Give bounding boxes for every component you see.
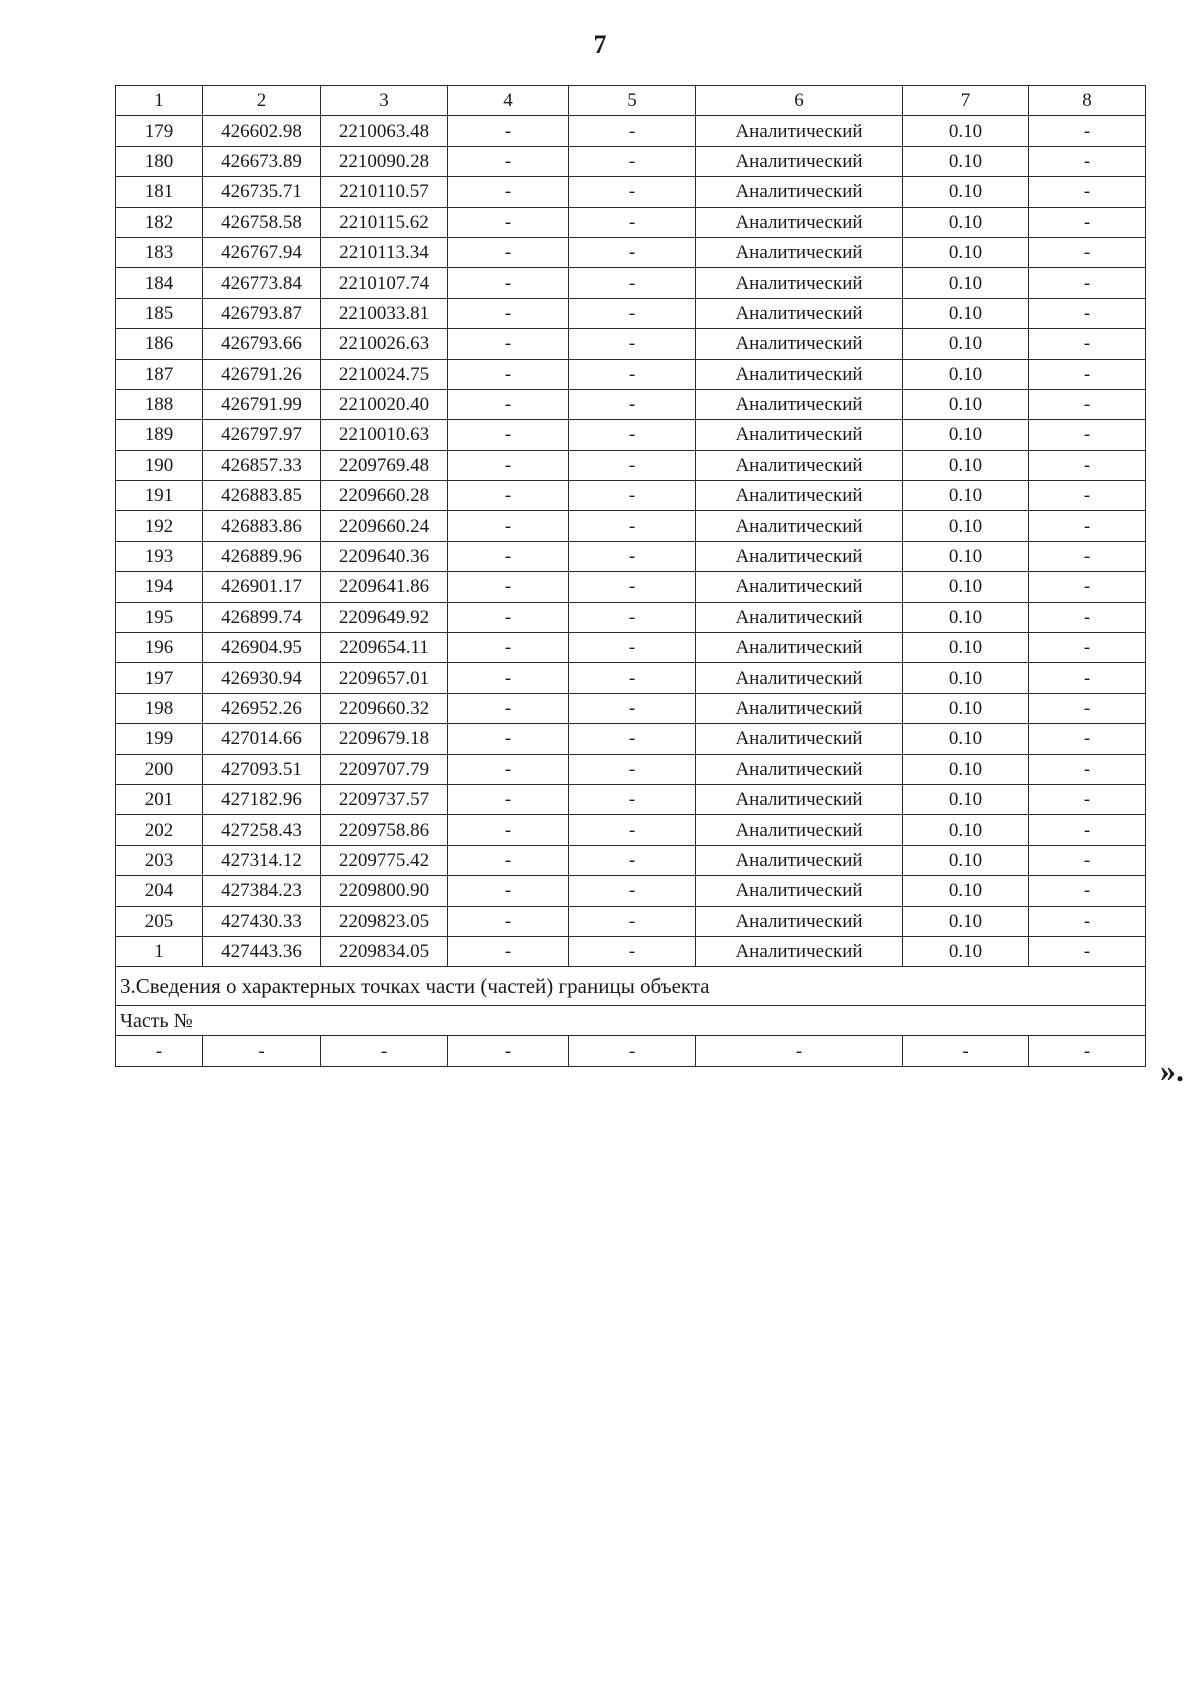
table-cell: - xyxy=(1029,450,1146,480)
table-cell: 187 xyxy=(116,359,203,389)
table-cell: 2210090.28 xyxy=(321,146,448,176)
table-cell: - xyxy=(696,1036,903,1066)
table-cell: 2209800.90 xyxy=(321,876,448,906)
table-cell: Аналитический xyxy=(696,207,903,237)
table-cell: - xyxy=(569,511,696,541)
table-cell: - xyxy=(569,420,696,450)
table-cell: 203 xyxy=(116,845,203,875)
header-cell: 4 xyxy=(448,86,569,116)
table-cell: 426857.33 xyxy=(203,450,321,480)
table-cell: Аналитический xyxy=(696,602,903,632)
table-cell: 188 xyxy=(116,389,203,419)
table-cell: 0.10 xyxy=(903,359,1029,389)
table-cell: 2209657.01 xyxy=(321,663,448,693)
table-cell: 199 xyxy=(116,724,203,754)
table-cell: - xyxy=(448,602,569,632)
table-cell: 426793.87 xyxy=(203,298,321,328)
table-cell: 2209707.79 xyxy=(321,754,448,784)
table-cell: 200 xyxy=(116,754,203,784)
table-cell: 0.10 xyxy=(903,845,1029,875)
table-cell: 0.10 xyxy=(903,815,1029,845)
table-cell: - xyxy=(1029,116,1146,146)
table-cell: - xyxy=(1029,237,1146,267)
table-cell: - xyxy=(448,207,569,237)
table-cell: 426930.94 xyxy=(203,663,321,693)
table-cell: 0.10 xyxy=(903,177,1029,207)
page-number: 7 xyxy=(593,30,607,59)
table-cell: 426602.98 xyxy=(203,116,321,146)
table-cell: - xyxy=(569,116,696,146)
table-cell: - xyxy=(448,116,569,146)
table-cell: - xyxy=(448,177,569,207)
table-cell: Аналитический xyxy=(696,936,903,966)
table-cell: 0.10 xyxy=(903,541,1029,571)
table-cell: 0.10 xyxy=(903,754,1029,784)
table-cell: 0.10 xyxy=(903,572,1029,602)
table-cell: - xyxy=(1029,146,1146,176)
table-row xyxy=(116,724,1146,754)
table-cell: Аналитический xyxy=(696,754,903,784)
table-cell: Аналитический xyxy=(696,146,903,176)
coordinates-table xyxy=(115,85,1146,1067)
table-cell: 182 xyxy=(116,207,203,237)
table-cell: Аналитический xyxy=(696,784,903,814)
table-cell: - xyxy=(1029,329,1146,359)
table-cell: 198 xyxy=(116,693,203,723)
table-cell: - xyxy=(1029,481,1146,511)
table-cell: 0.10 xyxy=(903,420,1029,450)
table-cell: - xyxy=(569,784,696,814)
table-cell: - xyxy=(569,359,696,389)
table-cell: 0.10 xyxy=(903,207,1029,237)
table-cell: - xyxy=(1029,663,1146,693)
table-cell: 426758.58 xyxy=(203,207,321,237)
table-cell: 426952.26 xyxy=(203,693,321,723)
table-cell: - xyxy=(569,207,696,237)
table-cell: 426791.99 xyxy=(203,389,321,419)
table-cell: 427182.96 xyxy=(203,784,321,814)
table-cell: - xyxy=(569,724,696,754)
table-cell: 2209758.86 xyxy=(321,815,448,845)
table-cell: 2210033.81 xyxy=(321,298,448,328)
table-cell: 184 xyxy=(116,268,203,298)
table-cell: 0.10 xyxy=(903,116,1029,146)
table-cell: Аналитический xyxy=(696,237,903,267)
table-cell: 202 xyxy=(116,815,203,845)
table-cell: - xyxy=(569,1036,696,1066)
table-cell: Аналитический xyxy=(696,663,903,693)
table-cell: 426793.66 xyxy=(203,329,321,359)
table-cell: Аналитический xyxy=(696,359,903,389)
table-row xyxy=(116,541,1146,571)
table-cell: 426773.84 xyxy=(203,268,321,298)
table-cell: - xyxy=(448,784,569,814)
table-cell: 2210024.75 xyxy=(321,359,448,389)
table-cell: 426767.94 xyxy=(203,237,321,267)
table-cell: Аналитический xyxy=(696,420,903,450)
table-cell: - xyxy=(448,146,569,176)
table-cell: 186 xyxy=(116,329,203,359)
table-cell: - xyxy=(569,633,696,663)
table-cell: - xyxy=(448,389,569,419)
empty-table-row xyxy=(116,1036,1146,1066)
table-cell: - xyxy=(569,754,696,784)
table-row xyxy=(116,389,1146,419)
part-label-row xyxy=(116,1006,1146,1036)
table-cell: 426883.85 xyxy=(203,481,321,511)
table-cell: - xyxy=(448,420,569,450)
table-cell: 2209775.42 xyxy=(321,845,448,875)
table-cell: 427430.33 xyxy=(203,906,321,936)
table-cell: 426797.97 xyxy=(203,420,321,450)
table-cell: - xyxy=(321,1036,448,1066)
table-cell: Аналитический xyxy=(696,906,903,936)
table-cell: 2209640.36 xyxy=(321,541,448,571)
table-cell: 193 xyxy=(116,541,203,571)
table-row xyxy=(116,177,1146,207)
table-cell: - xyxy=(448,815,569,845)
table-cell: Аналитический xyxy=(696,845,903,875)
table-cell: 426901.17 xyxy=(203,572,321,602)
table-cell: 2209660.24 xyxy=(321,511,448,541)
table-cell: - xyxy=(569,572,696,602)
table-cell: 426673.89 xyxy=(203,146,321,176)
table-cell: 197 xyxy=(116,663,203,693)
table-cell: 179 xyxy=(116,116,203,146)
table-cell: - xyxy=(569,146,696,176)
table-cell: 426904.95 xyxy=(203,633,321,663)
table-cell: - xyxy=(1029,268,1146,298)
table-cell: Аналитический xyxy=(696,693,903,723)
table-cell: Аналитический xyxy=(696,724,903,754)
table-cell: 426889.96 xyxy=(203,541,321,571)
table-cell: - xyxy=(448,906,569,936)
table-cell: 2210020.40 xyxy=(321,389,448,419)
table-row xyxy=(116,693,1146,723)
table-cell: Аналитический xyxy=(696,815,903,845)
table-cell: 181 xyxy=(116,177,203,207)
table-cell: - xyxy=(448,663,569,693)
table-cell: - xyxy=(1029,906,1146,936)
table-cell: Аналитический xyxy=(696,572,903,602)
table-cell: Аналитический xyxy=(696,389,903,419)
table-cell: - xyxy=(1029,511,1146,541)
table-cell: - xyxy=(1029,815,1146,845)
table-cell: - xyxy=(569,602,696,632)
table-cell: Аналитический xyxy=(696,511,903,541)
table-body xyxy=(116,86,1146,1067)
table-cell: 183 xyxy=(116,237,203,267)
table-cell: 0.10 xyxy=(903,268,1029,298)
table-cell: 0.10 xyxy=(903,936,1029,966)
table-header-row xyxy=(116,86,1146,116)
table-cell: 2210110.57 xyxy=(321,177,448,207)
table-cell: 2209834.05 xyxy=(321,936,448,966)
table-cell: - xyxy=(569,237,696,267)
table-cell: 0.10 xyxy=(903,633,1029,663)
table-cell: 194 xyxy=(116,572,203,602)
table-cell: 2209641.86 xyxy=(321,572,448,602)
table-cell: 426791.26 xyxy=(203,359,321,389)
table-cell: 196 xyxy=(116,633,203,663)
table-cell: - xyxy=(448,633,569,663)
table-cell: - xyxy=(448,754,569,784)
table-cell: - xyxy=(116,1036,203,1066)
table-cell: 0.10 xyxy=(903,876,1029,906)
table-cell: - xyxy=(448,845,569,875)
table-cell: - xyxy=(1029,876,1146,906)
table-cell: - xyxy=(1029,845,1146,875)
table-cell: 205 xyxy=(116,906,203,936)
table-cell: - xyxy=(1029,602,1146,632)
table-cell: 2209654.11 xyxy=(321,633,448,663)
table-cell: - xyxy=(569,541,696,571)
table-cell: - xyxy=(569,663,696,693)
table-cell: 2209660.32 xyxy=(321,693,448,723)
table-cell: Аналитический xyxy=(696,481,903,511)
table-cell: 201 xyxy=(116,784,203,814)
table-cell: 2210026.63 xyxy=(321,329,448,359)
table-cell: - xyxy=(448,693,569,723)
table-cell: 192 xyxy=(116,511,203,541)
table-cell: - xyxy=(1029,572,1146,602)
table-cell: - xyxy=(569,845,696,875)
table-cell: 0.10 xyxy=(903,298,1029,328)
table-cell: - xyxy=(448,268,569,298)
table-cell: 2210010.63 xyxy=(321,420,448,450)
header-cell: 7 xyxy=(903,86,1029,116)
table-cell: 0.10 xyxy=(903,329,1029,359)
table-cell: 185 xyxy=(116,298,203,328)
table-row xyxy=(116,298,1146,328)
table-cell: - xyxy=(448,511,569,541)
table-cell: - xyxy=(448,450,569,480)
table-cell: 427258.43 xyxy=(203,815,321,845)
table-cell: 180 xyxy=(116,146,203,176)
table-cell: 0.10 xyxy=(903,389,1029,419)
table-row xyxy=(116,876,1146,906)
table-cell: 195 xyxy=(116,602,203,632)
table-row xyxy=(116,845,1146,875)
table-row xyxy=(116,207,1146,237)
table-row xyxy=(116,481,1146,511)
header-cell: 3 xyxy=(321,86,448,116)
table-cell: 0.10 xyxy=(903,511,1029,541)
table-cell: 427384.23 xyxy=(203,876,321,906)
table-cell: - xyxy=(1029,541,1146,571)
table-cell: - xyxy=(569,693,696,723)
table-cell: 2209769.48 xyxy=(321,450,448,480)
header-cell: 5 xyxy=(569,86,696,116)
table-cell: 2210063.48 xyxy=(321,116,448,146)
table-cell: 0.10 xyxy=(903,724,1029,754)
table-cell: - xyxy=(569,329,696,359)
table-cell: - xyxy=(1029,359,1146,389)
table-cell: 2209679.18 xyxy=(321,724,448,754)
table-cell: - xyxy=(448,541,569,571)
table-row xyxy=(116,268,1146,298)
table-cell: - xyxy=(569,177,696,207)
table-cell: - xyxy=(1029,177,1146,207)
table-row xyxy=(116,784,1146,814)
table-cell: Аналитический xyxy=(696,329,903,359)
table-cell: - xyxy=(1029,633,1146,663)
table-cell: 426899.74 xyxy=(203,602,321,632)
table-cell: - xyxy=(448,876,569,906)
section-title: 3.Сведения о характерных точках части (частей) границы объекта xyxy=(116,967,1146,1006)
table-row xyxy=(116,906,1146,936)
table-cell: 426735.71 xyxy=(203,177,321,207)
table-cell: - xyxy=(1029,298,1146,328)
table-cell: Аналитический xyxy=(696,876,903,906)
table-cell: - xyxy=(203,1036,321,1066)
table-row xyxy=(116,450,1146,480)
table-row xyxy=(116,237,1146,267)
table-cell: 0.10 xyxy=(903,146,1029,176)
table-cell: 190 xyxy=(116,450,203,480)
table-cell: 0.10 xyxy=(903,663,1029,693)
table-row xyxy=(116,329,1146,359)
table-cell: Аналитический xyxy=(696,177,903,207)
table-cell: - xyxy=(448,481,569,511)
table-cell: 189 xyxy=(116,420,203,450)
table-cell: 427014.66 xyxy=(203,724,321,754)
table-cell: 0.10 xyxy=(903,450,1029,480)
table-cell: 0.10 xyxy=(903,481,1029,511)
table-row xyxy=(116,633,1146,663)
table-row xyxy=(116,936,1146,966)
table-cell: Аналитический xyxy=(696,633,903,663)
table-cell: 2209823.05 xyxy=(321,906,448,936)
table-cell: - xyxy=(569,906,696,936)
part-label: Часть № xyxy=(116,1006,1146,1036)
table-row xyxy=(116,116,1146,146)
table-row xyxy=(116,815,1146,845)
table-cell: Аналитический xyxy=(696,268,903,298)
table-cell: 2210113.34 xyxy=(321,237,448,267)
table-cell: 2209649.92 xyxy=(321,602,448,632)
table-cell: 2209737.57 xyxy=(321,784,448,814)
table-cell: 427093.51 xyxy=(203,754,321,784)
table-cell: 191 xyxy=(116,481,203,511)
table-cell: Аналитический xyxy=(696,298,903,328)
table-row xyxy=(116,754,1146,784)
header-cell: 6 xyxy=(696,86,903,116)
table-cell: 204 xyxy=(116,876,203,906)
table-cell: 426883.86 xyxy=(203,511,321,541)
table-cell: - xyxy=(448,936,569,966)
table-cell: - xyxy=(448,298,569,328)
table-cell: - xyxy=(1029,936,1146,966)
table-cell: - xyxy=(448,724,569,754)
table-cell: - xyxy=(1029,693,1146,723)
header-cell: 1 xyxy=(116,86,203,116)
table-cell: - xyxy=(1029,784,1146,814)
table-cell: 1 xyxy=(116,936,203,966)
table-cell: - xyxy=(569,298,696,328)
table-cell: - xyxy=(1029,389,1146,419)
table-cell: - xyxy=(448,572,569,602)
table-cell: 0.10 xyxy=(903,237,1029,267)
table-cell: - xyxy=(569,936,696,966)
table-cell: Аналитический xyxy=(696,116,903,146)
closing-quote-mark: ». xyxy=(1160,1052,1184,1088)
table-row xyxy=(116,420,1146,450)
table-cell: - xyxy=(448,329,569,359)
table-cell: Аналитический xyxy=(696,541,903,571)
header-cell: 8 xyxy=(1029,86,1146,116)
section-title-row xyxy=(116,967,1146,1006)
table-cell: - xyxy=(1029,724,1146,754)
table-cell: - xyxy=(448,359,569,389)
table-cell: - xyxy=(448,237,569,267)
table-cell: - xyxy=(569,815,696,845)
table-cell: - xyxy=(569,876,696,906)
table-cell: - xyxy=(569,389,696,419)
table-row xyxy=(116,511,1146,541)
table-cell: 427443.36 xyxy=(203,936,321,966)
table-row xyxy=(116,359,1146,389)
table-cell: - xyxy=(1029,420,1146,450)
table-cell: 2210107.74 xyxy=(321,268,448,298)
header-cell: 2 xyxy=(203,86,321,116)
table-cell: 0.10 xyxy=(903,693,1029,723)
table-cell: - xyxy=(903,1036,1029,1066)
table-cell: 0.10 xyxy=(903,906,1029,936)
table-cell: - xyxy=(1029,207,1146,237)
table-row xyxy=(116,663,1146,693)
table-cell: 427314.12 xyxy=(203,845,321,875)
table-cell: - xyxy=(569,481,696,511)
table-cell: - xyxy=(1029,754,1146,784)
table-cell: - xyxy=(1029,1036,1146,1066)
table-row xyxy=(116,602,1146,632)
table-cell: Аналитический xyxy=(696,450,903,480)
table-cell: - xyxy=(448,1036,569,1066)
table-cell: - xyxy=(569,268,696,298)
table-cell: 0.10 xyxy=(903,784,1029,814)
table-cell: 2209660.28 xyxy=(321,481,448,511)
table-cell: - xyxy=(569,450,696,480)
table-cell: 2210115.62 xyxy=(321,207,448,237)
table-row xyxy=(116,572,1146,602)
table-cell: 0.10 xyxy=(903,602,1029,632)
table-row xyxy=(116,146,1146,176)
